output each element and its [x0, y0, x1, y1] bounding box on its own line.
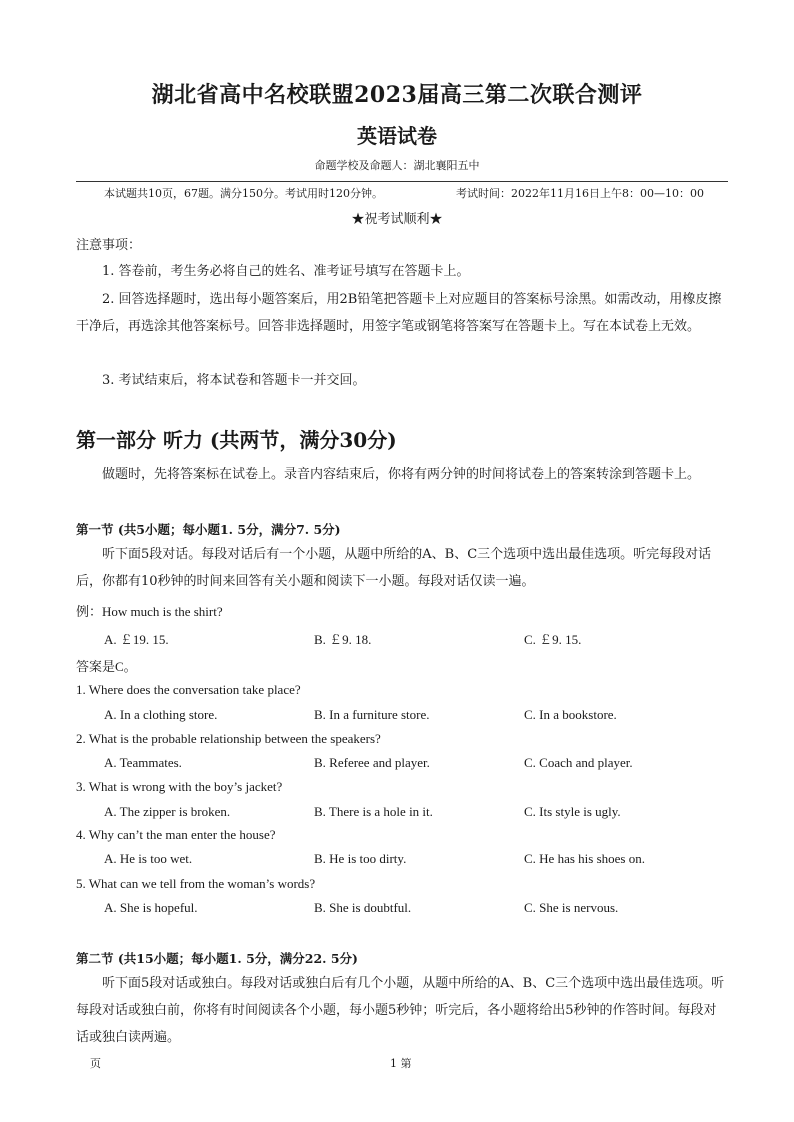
question-1: 1. Where does the conversation take place? — [76, 682, 301, 697]
q5-option-c: C. She is nervous. — [524, 900, 619, 915]
example-option-c: C. ￡9. 15. — [524, 632, 582, 647]
exam-subject: 英语试卷 — [357, 124, 437, 148]
question-4: 4. Why can’t the man enter the house? — [76, 827, 276, 842]
q3-option-c: C. Its style is ugly. — [524, 804, 621, 819]
notes-label: 注意事项： — [76, 238, 142, 253]
q2-option-c: C. Coach and player. — [524, 755, 633, 770]
exam-info: 本试题共10页，67题。满分150分。考试用时120分钟。 — [104, 187, 383, 200]
part1-heading: 第一部分 听力 (共两节，满分30分) — [76, 428, 397, 452]
q4-option-b: B. He is too dirty. — [314, 851, 407, 866]
q2-option-b: B. Referee and player. — [314, 755, 430, 770]
note-item: 3. 考试结束后，将本试卷和答题卡一并交回。 — [102, 373, 366, 388]
example-option-b: B. ￡9. 18. — [314, 632, 372, 647]
exam-author: 命题学校及命题人：湖北襄阳五中 — [314, 159, 480, 172]
example-option-a: A. ￡19. 15. — [104, 632, 169, 647]
q4-option-c: C. He has his shoes on. — [524, 851, 645, 866]
exam-time: 考试时间：2022年11月16日上午8：00—10：00 — [456, 187, 704, 200]
page-number: 1 第 — [390, 1057, 412, 1070]
example-answer: 答案是C。 — [76, 659, 137, 674]
example-question: 例：How much is the shirt? — [76, 604, 223, 619]
note-item: 1. 答卷前，考生务必将自己的姓名、准考证号填写在答题卡上。 — [102, 264, 470, 279]
q3-option-a: A. The zipper is broken. — [104, 804, 231, 819]
q1-option-c: C. In a bookstore. — [524, 707, 617, 722]
part1-intro: 做题时，先将答案标在试卷上。录音内容结束后，你将有两分钟的时间将试卷上的答案转涂到答题卡上。 — [102, 467, 701, 482]
q4-option-a: A. He is too wet. — [104, 851, 193, 866]
exam-title: 湖北省高中名校联盟2023届高三第二次联合测评 — [151, 82, 643, 108]
section1-intro: 听下面5段对话。每段对话后有一个小题，从题中所给的A、B、C三个选项中选出最佳选项。听完每段对话后，你都有10秒钟的时间来回答有关小题和阅读下一小题。每段对话仅读一遍。 — [76, 547, 712, 589]
section2-intro: 听下面5段对话或独白。每段对话或独白后有几个小题，从题中所给的A、B、C三个选项中选出最佳选项。听每段对话或独白前，你将有时间阅读各个小题，每小题5秒钟；听完后，各小题将给出5秒钟的作答时间。每段对话或独白读两遍。 — [76, 976, 725, 1045]
section2-heading: 第二节 (共15小题；每小题1. 5分，满分22. 5分) — [76, 951, 358, 966]
q3-option-b: B. There is a hole in it. — [314, 804, 433, 819]
footer-left: 页 — [90, 1057, 101, 1070]
q1-option-a: A. In a clothing store. — [104, 707, 218, 722]
q2-option-a: A. Teammates. — [104, 755, 182, 770]
q5-option-a: A. She is hopeful. — [104, 900, 198, 915]
good-luck-line: ★祝考试顺利★ — [351, 212, 443, 227]
q5-option-b: B. She is doubtful. — [314, 900, 412, 915]
note-item: 2. 回答选择题时，选出每小题答案后，用2B铅笔把答题卡上对应题目的答案标号涂黑。如需改动，用橡皮擦干净后，再选涂其他答案标号。回答非选择题时，用签字笔或钢笔将答案写在答题卡上。写在本试卷上无效。 — [76, 292, 722, 334]
question-5: 5. What can we tell from the woman’s words? — [76, 876, 316, 891]
section1-heading: 第一节 (共5小题；每小题1. 5分，满分7. 5分) — [76, 522, 341, 537]
header-divider — [76, 181, 728, 182]
question-3: 3. What is wrong with the boy’s jacket? — [76, 779, 283, 794]
question-2: 2. What is the probable relationship between the speakers? — [76, 731, 381, 746]
q1-option-b: B. In a furniture store. — [314, 707, 430, 722]
